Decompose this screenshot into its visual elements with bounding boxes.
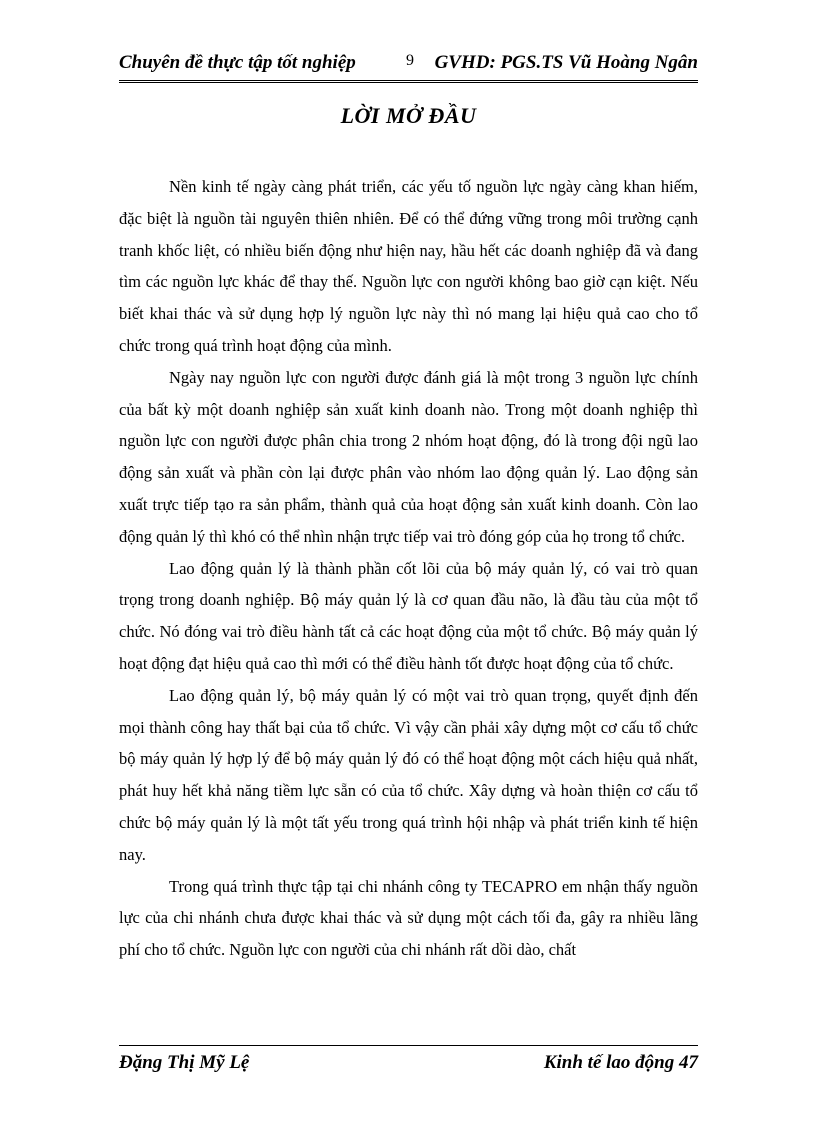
page-title: LỜI MỞ ĐẦU bbox=[340, 103, 477, 128]
paragraph: Trong quá trình thực tập tại chi nhánh công ty TECAPRO em nhận thấy nguồn lực của chi nhánh chưa được khai thác và sử dụng một cách tối đa, gây ra nhiều lãng phí cho tổ chức. Nguồn lực con người của chi nhánh rất dồi dào, chất bbox=[119, 876, 698, 960]
header-page-number: 9 bbox=[406, 52, 414, 69]
paragraph: Lao động quản lý là thành phần cốt lõi của bộ máy quản lý, có vai trò quan trọng trong doanh nghiệp. Bộ máy quản lý là cơ quan đầu não, là đầu tàu của một tổ chức. Nó đóng vai trò điều hành tất cả các hoạt động của một tổ chức. Bộ máy quản lý hoạt động đạt hiệu quả cao thì mới có thể điều hành tốt được hoạt động của tổ chức. bbox=[119, 558, 698, 673]
header-document-type: Chuyên đề thực tập tốt nghiệp bbox=[119, 52, 356, 73]
body-text bbox=[119, 171, 698, 966]
footer-class: Kinh tế lao động 47 bbox=[543, 1052, 698, 1073]
footer-author: Đặng Thị Mỹ Lệ bbox=[119, 1052, 250, 1073]
page-footer bbox=[119, 1045, 698, 1076]
header-advisor: GVHD: PGS.TS Vũ Hoàng Ngân bbox=[434, 52, 698, 73]
paragraph: Ngày nay nguồn lực con người được đánh giá là một trong 3 nguồn lực chính của bất kỳ một doanh nghiệp sản xuất kinh doanh nào. Trong một doanh nghiệp thì nguồn lực con người được phân chia trong 2 nhóm hoạt động, đó là trong đội ngũ lao động sản xuất và phần còn lại được phân vào nhóm lao động quản lý. Lao động sản xuất trực tiếp tạo ra sản phẩm, thành quả của hoạt động sản xuất kinh doanh. Còn lao động quản lý thì khó có thể nhìn nhận trực tiếp vai trò đóng góp của họ trong tổ chức. bbox=[119, 367, 698, 546]
page-header bbox=[119, 50, 698, 83]
paragraph: Nền kinh tế ngày càng phát triển, các yếu tố nguồn lực ngày càng khan hiếm, đặc biệt là nguồn tài nguyên thiên nhiên. Để có thể đứng vững trong môi trường cạnh tranh khốc liệt, có nhiều biến động như hiện nay, hầu hết các doanh nghiệp đã và đang tìm các nguồn lực khác để thay thế. Nguồn lực con người không bao giờ cạn kiệt. Nếu biết khai thác và sử dụng hợp lý nguồn lực này thì nó mang lại hiệu quả cao cho tổ chức trong quá trình hoạt động của mình. bbox=[119, 177, 698, 355]
paragraph: Lao động quản lý, bộ máy quản lý có một vai trò quan trọng, quyết định đến mọi thành công hay thất bại của tổ chức. Vì vậy cần phải xây dựng một cơ cấu tổ chức bộ máy quản lý hợp lý để bộ máy quản lý đó có thể hoạt động một cách hiệu quả nhất, phát huy hết khả năng tiềm lực sẵn có của tổ chức. Xây dựng và hoàn thiện cơ cấu tổ chức bộ máy quản lý là một tất yếu trong quá trình hội nhập và phát triển kinh tế hiện nay. bbox=[119, 685, 698, 864]
